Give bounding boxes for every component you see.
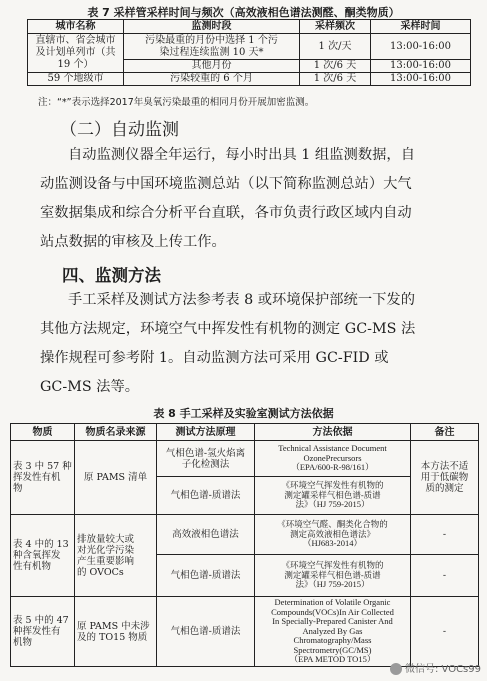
basis-cell: 《环境空气挥发性有机物的 测定罐采样气相色谱-质谱 法》（HJ 759-2015） (255, 477, 411, 515)
time-cell: 13:00-16:00 (371, 34, 471, 60)
table-header-row (28, 20, 471, 34)
principle-cell: 气相色谱-质谱法 (157, 555, 255, 597)
source-cell: 原 PAMS 清单 (75, 441, 157, 515)
table-row (28, 34, 471, 60)
header-cell: 采样时间 (371, 20, 471, 34)
remark-cell: - (411, 515, 479, 555)
table-header-row (11, 424, 479, 441)
principle-cell: 气相色谱-氢火焰离 子化检测法 (157, 441, 255, 477)
table8-caption: 表 8 手工采样及实验室测试方法依据 (153, 407, 334, 420)
basis-cell: Technical Assistance Document OzonePrecursors （EPA/600-R-98/161） (255, 441, 411, 477)
period-cell: 污染最重的月份中选择 1 个污 染过程连续监测 10 天* (124, 34, 300, 60)
section-heading-methods: 四、监测方法 (62, 266, 161, 285)
table-row (11, 515, 479, 555)
principle-cell: 高效液相色谱法 (157, 515, 255, 555)
table7 (27, 19, 471, 86)
basis-cell: 《环境空气醛、酮类化合物的 测定高效液相色谱法》 （HJ683-2014） (255, 515, 411, 555)
basis-cell: 《环境空气挥发性有机物的 测定罐采样气相色谱-质谱 法》（HJ 759-2015） (255, 555, 411, 597)
freq-cell: 1 次/6 天 (300, 60, 371, 73)
city-cell: 59 个地级市 (28, 73, 124, 86)
section-heading-auto: （二）自动监测 (60, 120, 179, 140)
substance-cell: 表 3 中 57 种 挥发性有机 物 (11, 441, 75, 515)
freq-cell: 1 次/天 (300, 34, 371, 60)
principle-cell: 气相色谱-质谱法 (157, 477, 255, 515)
header-cell: 物质 (11, 424, 75, 441)
time-cell: 13:00-16:00 (371, 60, 471, 73)
watermark: 微信号: VOCs99 (390, 660, 481, 675)
remark-cell: - (411, 597, 479, 667)
basis-cell: Determination of Volatile Organic Compounds(VOCs)In Air Collected In Specially-Prepared Canister And Analyzed By Gas Chromatography/Mass Spectrometry(GC/MS) （EPA METOD TO15） (255, 597, 411, 667)
source-cell: 排放量较大或 对光化学污染 产生重要影响 的 OVOCs (75, 515, 157, 597)
header-cell: 方法依据 (255, 424, 411, 441)
header-cell: 测试方法原理 (157, 424, 255, 441)
methods-paragraph: 手工采样及测试方法参考表 8 或环境保护部统一下发的 其他方法规定，环境空气中挥发性有机物的测定 GC-MS 法 操作规程可参考附 1。自动监测方法可采用 GC-FID 或 GC-MS 法等。 (40, 292, 416, 395)
substance-cell: 表 5 中的 47 种挥发性有 机物 (11, 597, 75, 667)
period-cell: 其他月份 (124, 60, 300, 73)
header-cell: 物质名录来源 (75, 424, 157, 441)
header-cell: 备注 (411, 424, 479, 441)
source-cell: 原 PAMS 中未涉 及的 TO15 物质 (75, 597, 157, 667)
header-cell: 采样频次 (300, 20, 371, 34)
table-row (11, 441, 479, 477)
principle-cell: 气相色谱-质谱法 (157, 597, 255, 667)
period-cell: 污染较重的 6 个月 (124, 73, 300, 86)
substance-cell: 表 4 中的 13 种含氧挥发 性有机物 (11, 515, 75, 597)
table8 (10, 423, 479, 667)
auto-monitoring-paragraph: 自动监测仪器全年运行，每小时出具 1 组监测数据，自 动监测设备与中国环境监测总站（以下简称监测总站）大气 室数据集成和综合分析平台直联，各市负责行政区域内自动 站点数据的审核及上传工作。 (40, 147, 416, 250)
header-cell: 监测时段 (124, 20, 300, 34)
header-cell: 城市名称 (28, 20, 124, 34)
city-cell: 直辖市、省会城市 及计划单列市（共 19 个） (28, 34, 124, 73)
table7-caption: 表 7 采样管采样时间与频次（高效液相色谱法测醛、酮类物质） (87, 6, 400, 19)
remark-cell: - (411, 555, 479, 597)
remark-cell: 本方法不适 用于低碳物 质的测定 (411, 441, 479, 515)
table7-note: 注：“*”表示选择2017年臭氧污染最重的相同月份开展加密监测。 (38, 97, 315, 108)
table-row (28, 73, 471, 86)
freq-cell: 1 次/6 天 (300, 73, 371, 86)
time-cell: 13:00-16:00 (371, 73, 471, 86)
wechat-icon (390, 663, 402, 675)
table-row (11, 597, 479, 667)
